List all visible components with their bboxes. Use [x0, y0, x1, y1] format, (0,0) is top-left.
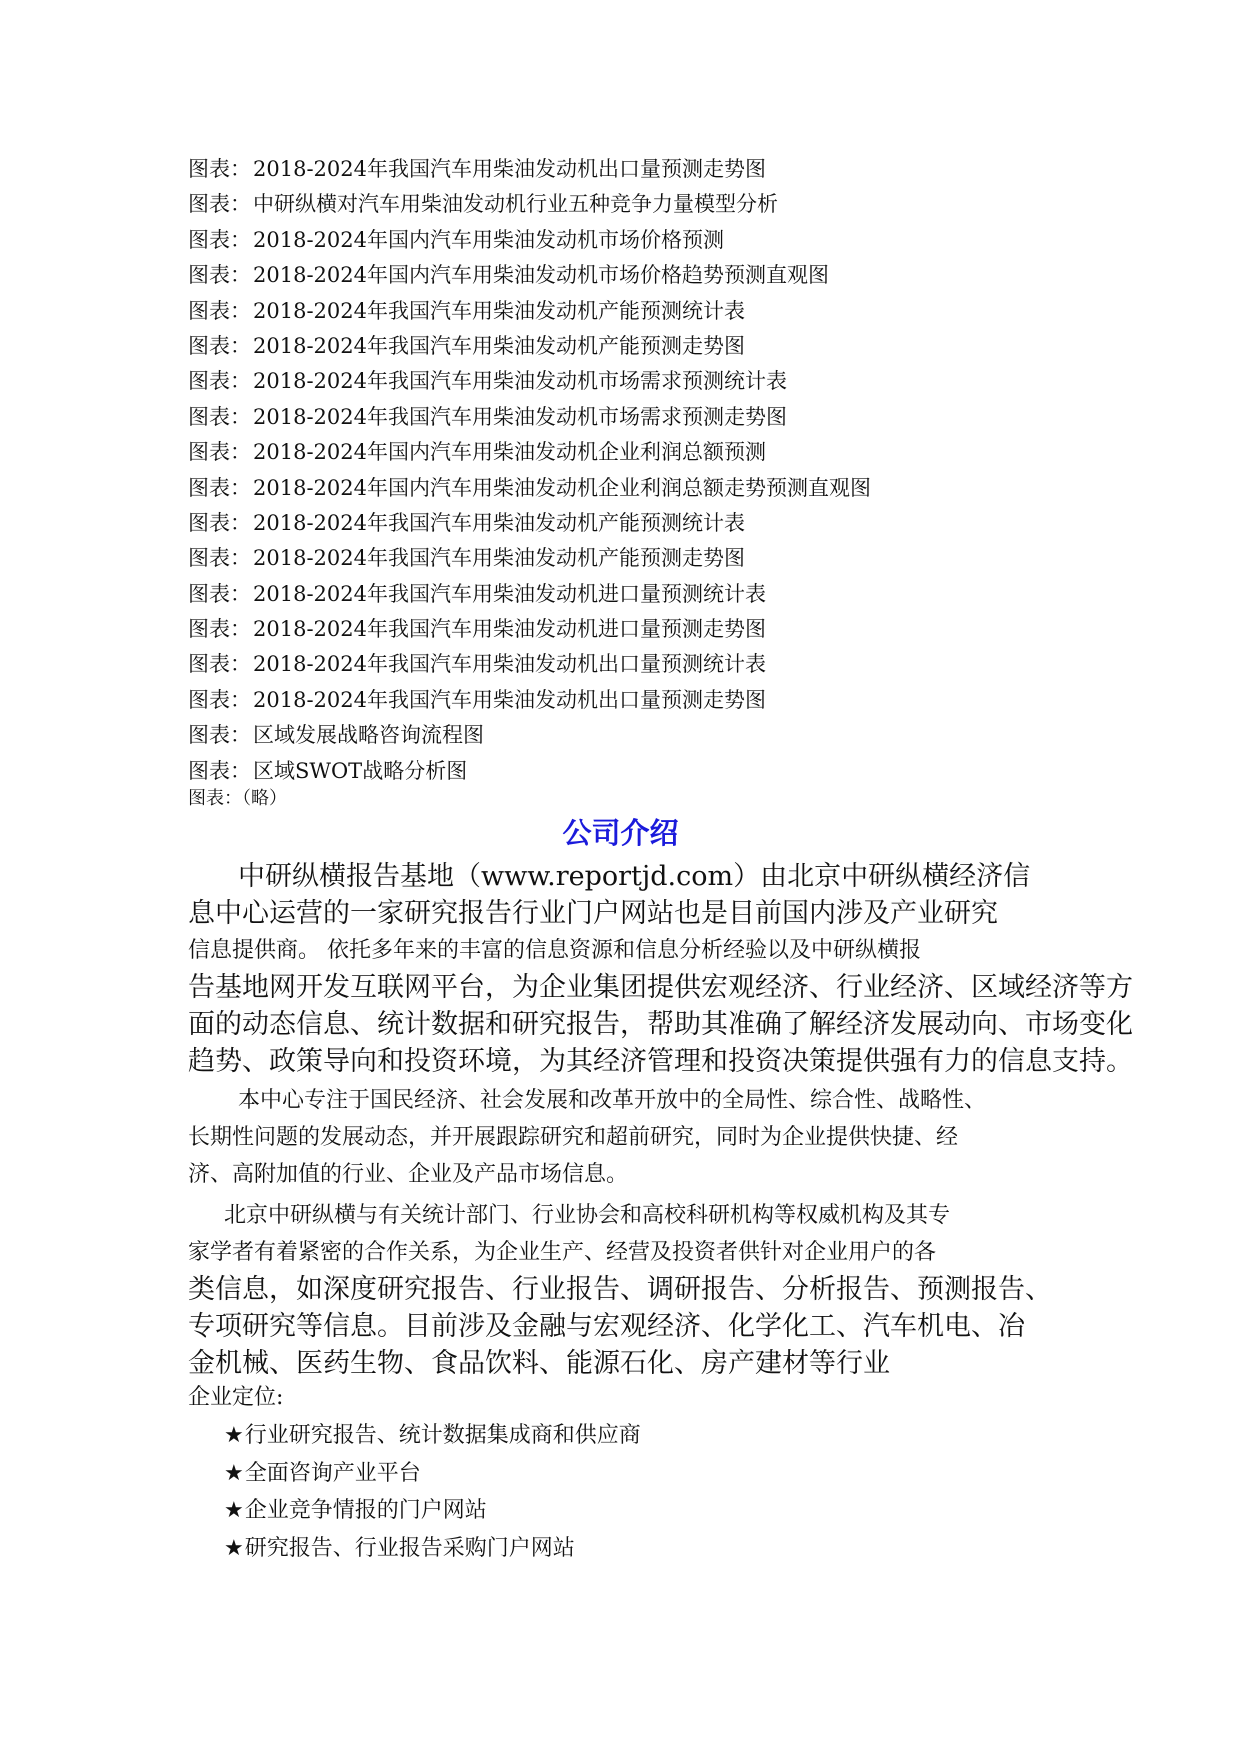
chart-list-text: 2018-2024年我国汽车用柴油发动机产能预测统计表: [253, 298, 745, 323]
chart-list: [188, 152, 1088, 789]
positioning-text: 全面咨询产业平台: [244, 1460, 421, 1486]
positioning-text: 行业研究报告、统计数据集成商和供应商: [244, 1423, 641, 1448]
chart-list-prefix: 图表：: [188, 369, 251, 394]
chart-list-omitted-note: 图表：（略）: [188, 788, 287, 809]
chart-list-prefix: 图表：: [188, 298, 251, 323]
positioning-item: [224, 1417, 641, 1455]
chart-list-prefix: 图表：: [188, 687, 251, 712]
chart-list-item: [188, 364, 1088, 399]
positioning-label: 企业定位:: [188, 1385, 284, 1410]
chart-list-item: [188, 683, 1088, 718]
chart-list-text: 2018-2024年我国汽车用柴油发动机进口量预测走势图: [253, 617, 766, 642]
paragraph-line: 信息提供商。 依托多年来的丰富的信息资源和信息分析经验以及中研纵横报: [188, 938, 921, 963]
positioning-item: [224, 1455, 641, 1493]
chart-list-text: 2018-2024年我国汽车用柴油发动机出口量预测走势图: [253, 157, 766, 181]
chart-list-prefix: 图表：: [188, 475, 251, 500]
paragraph-line: 息中心运营的一家研究报告行业门户网站也是目前国内涉及产业研究: [188, 898, 998, 929]
chart-list-item: [188, 541, 1088, 576]
chart-list-text: 区域SWOT战略分析图: [253, 758, 468, 783]
chart-list-item: [188, 400, 1088, 435]
chart-list-text: 2018-2024年国内汽车用柴油发动机企业利润总额走势预测直观图: [253, 475, 871, 500]
paragraph-line: 告基地网开发互联网平台，为企业集团提供宏观经济、行业经济、区域经济等方: [188, 972, 1133, 1003]
chart-list-item: [188, 647, 1088, 682]
chart-list-prefix: 图表：: [188, 546, 251, 571]
star-icon: ★: [224, 1460, 244, 1486]
chart-list-text: 区域发展战略咨询流程图: [253, 723, 484, 748]
chart-list-item: [188, 435, 1088, 470]
company-focus-paragraph: [188, 1082, 1068, 1193]
chart-list-item: [188, 506, 1088, 541]
company-cooperation-paragraph: [188, 1197, 1068, 1382]
chart-list-prefix: 图表：: [188, 581, 251, 606]
chart-list-prefix: 图表：: [188, 404, 251, 429]
paragraph-line: 面的动态信息、统计数据和研究报告，帮助其准确了解经济发展动向、市场变化: [188, 1009, 1133, 1040]
chart-list-item: [188, 718, 1088, 753]
chart-list-item: [188, 294, 1088, 329]
chart-list-prefix: 图表：: [188, 617, 251, 642]
chart-list-prefix: 图表：: [188, 440, 251, 465]
paragraph-line: 金机械、医药生物、食品饮料、能源石化、房产建材等行业: [188, 1348, 890, 1379]
chart-list-prefix: 图表：: [188, 652, 251, 677]
paragraph-line: 本中心专注于国民经济、社会发展和改革开放中的全局性、综合性、战略性、: [238, 1088, 987, 1113]
positioning-text: 企业竞争情报的门户网站: [244, 1498, 487, 1523]
chart-list-item: [188, 329, 1088, 364]
star-icon: ★: [224, 1535, 244, 1561]
chart-list-prefix: 图表：: [188, 227, 251, 252]
chart-list-text: 2018-2024年我国汽车用柴油发动机市场需求预测走势图: [253, 404, 787, 429]
chart-list-item: [188, 258, 1088, 293]
company-intro-title: 公司介绍: [562, 816, 679, 850]
chart-list-text: 2018-2024年我国汽车用柴油发动机出口量预测统计表: [253, 652, 766, 677]
chart-list-text: 2018-2024年国内汽车用柴油发动机市场价格趋势预测直观图: [253, 263, 829, 288]
chart-list-item: [188, 223, 1088, 258]
chart-list-prefix: 图表：: [188, 723, 251, 748]
paragraph-line: 家学者有着紧密的合作关系，为企业生产、经营及投资者供针对企业用户的各: [188, 1240, 937, 1265]
paragraph-line: 类信息，如深度研究报告、行业报告、调研报告、分析报告、预测报告、: [188, 1274, 1052, 1305]
chart-list-prefix: 图表：: [188, 758, 251, 783]
chart-list-prefix: 图表：: [188, 192, 251, 217]
paragraph-line: 北京中研纵横与有关统计部门、行业协会和高校科研机构等权威机构及其专: [224, 1203, 951, 1228]
chart-list-item: [188, 187, 1088, 222]
star-icon: ★: [224, 1423, 244, 1448]
positioning-text: 研究报告、行业报告采购门户网站: [244, 1535, 575, 1561]
paragraph-line: 中研纵横报告基地（www.reportjd.com）由北京中研纵横经济信: [238, 861, 1031, 892]
paragraph-line: 专项研究等信息。目前涉及金融与宏观经济、化学化工、汽车机电、冶: [188, 1311, 1025, 1342]
chart-list-text: 2018-2024年我国汽车用柴油发动机市场需求预测统计表: [253, 369, 787, 394]
star-icon: ★: [224, 1498, 244, 1523]
chart-list-item: [188, 577, 1088, 612]
chart-list-text: 2018-2024年国内汽车用柴油发动机市场价格预测: [253, 227, 724, 252]
chart-list-text: 2018-2024年我国汽车用柴油发动机产能预测走势图: [253, 546, 745, 571]
paragraph-line: 长期性问题的发展动态，并开展跟踪研究和超前研究，同时为企业提供快捷、经: [188, 1125, 959, 1150]
chart-list-text: 2018-2024年我国汽车用柴油发动机出口量预测走势图: [253, 687, 766, 712]
chart-list-text: 2018-2024年我国汽车用柴油发动机产能预测统计表: [253, 510, 745, 535]
chart-list-text: 中研纵横对汽车用柴油发动机行业五种竞争力量模型分析: [253, 192, 778, 217]
chart-list-item: [188, 754, 1088, 789]
chart-list-text: 2018-2024年我国汽车用柴油发动机进口量预测统计表: [253, 581, 766, 606]
company-intro-paragraph: [188, 858, 1133, 1080]
chart-list-item: [188, 612, 1088, 647]
positioning-item: [224, 1530, 641, 1568]
chart-list-prefix: 图表：: [188, 263, 251, 288]
chart-list-prefix: 图表：: [188, 157, 251, 181]
chart-list-item: [188, 152, 1088, 187]
positioning-list: [224, 1417, 641, 1567]
positioning-item: [224, 1492, 641, 1530]
chart-list-prefix: 图表：: [188, 333, 251, 358]
paragraph-line: 趋势、政策导向和投资环境，为其经济管理和投资决策提供强有力的信息支持。: [188, 1046, 1133, 1077]
chart-list-text: 2018-2024年我国汽车用柴油发动机产能预测走势图: [253, 333, 745, 358]
paragraph-line: 济、高附加值的行业、企业及产品市场信息。: [188, 1162, 629, 1187]
chart-list-prefix: 图表：: [188, 510, 251, 535]
chart-list-item: [188, 471, 1088, 506]
chart-list-text: 2018-2024年国内汽车用柴油发动机企业利润总额预测: [253, 440, 766, 465]
